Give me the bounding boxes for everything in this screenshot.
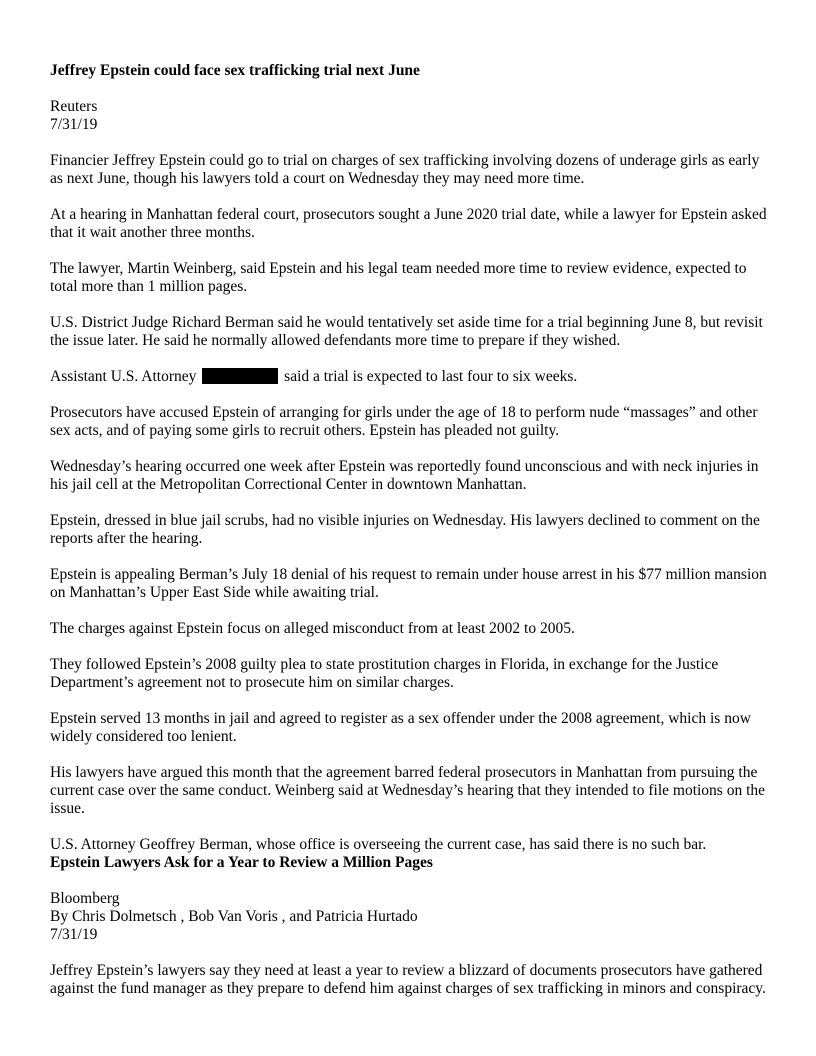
- article1-paragraph: At a hearing in Manhattan federal court, prosecutors sought a June 2020 trial date, while a lawyer for Epstein asked that it wait another three months.: [50, 206, 767, 241]
- article1-paragraph: Epstein, dressed in blue jail scrubs, had no visible injuries on Wednesday. His lawyers declined to comment on the reports after the hearing.: [50, 512, 760, 547]
- redacted-paragraph: [50, 368, 770, 386]
- article1-paragraph: Financier Jeffrey Epstein could go to trial on charges of sex trafficking involving dozens of underage girls as early as next June, though his lawyers told a court on Wednesday they may need more time.: [50, 152, 760, 187]
- article1-headline: Jeffrey Epstein could face sex trafficking trial next June: [50, 62, 420, 79]
- article2-byline: By Chris Dolmetsch , Bob Van Voris , and Patricia Hurtado: [50, 908, 418, 925]
- document-page: [50, 62, 770, 998]
- article1-source: Reuters: [50, 98, 98, 115]
- article1-paragraph: U.S. District Judge Richard Berman said he would tentatively set aside time for a trial beginning June 8, but revisit the issue later. He said he normally allowed defendants more time to prepare if they wished.: [50, 314, 763, 349]
- redacted-after-text: said a trial is expected to last four to six weeks.: [284, 368, 578, 385]
- article2-date: 7/31/19: [50, 926, 98, 943]
- article2-headline: Epstein Lawyers Ask for a Year to Review a Million Pages: [50, 854, 433, 871]
- article1-paragraph: The charges against Epstein focus on alleged misconduct from at least 2002 to 2005.: [50, 620, 575, 637]
- article1-paragraph: Wednesday’s hearing occurred one week after Epstein was reportedly found unconscious and with neck injuries in his jail cell at the Metropolitan Correctional Center in downtown Manhattan.: [50, 458, 759, 493]
- redacted-before-text: Assistant U.S. Attorney: [50, 368, 197, 385]
- article1-paragraph: Epstein is appealing Berman’s July 18 denial of his request to remain under house arrest in his $77 million mansion on Manhattan’s Upper East Side while awaiting trial.: [50, 566, 767, 601]
- article1-date: 7/31/19: [50, 116, 98, 133]
- article1-last-paragraph: U.S. Attorney Geoffrey Berman, whose office is overseeing the current case, has said there is no such bar.: [50, 836, 707, 853]
- article1-paragraph: The lawyer, Martin Weinberg, said Epstein and his legal team needed more time to review evidence, expected to total more than 1 million pages.: [50, 260, 747, 295]
- article2-source: Bloomberg: [50, 890, 120, 907]
- article1-paragraph: His lawyers have argued this month that the agreement barred federal prosecutors in Manhattan from pursuing the current case over the same conduct. Weinberg said at Wednesday’s hearing that they intended to file motions on the issue.: [50, 764, 766, 817]
- article1-paragraph: They followed Epstein’s 2008 guilty plea to state prostitution charges in Florida, in exchange for the Justice Department’s agreement not to prosecute him on similar charges.: [50, 656, 719, 691]
- redaction-box: [202, 368, 278, 384]
- article1-paragraph: Prosecutors have accused Epstein of arranging for girls under the age of 18 to perform nude “massages” and other sex acts, and of paying some girls to recruit others. Epstein has pleaded not guilty.: [50, 404, 758, 439]
- article1-paragraph: Epstein served 13 months in jail and agreed to register as a sex offender under the 2008 agreement, which is now widely considered too lenient.: [50, 710, 751, 745]
- article2-paragraph: Jeffrey Epstein’s lawyers say they need at least a year to review a blizzard of documents prosecutors have gathered against the fund manager as they prepare to defend him against charges of sex trafficking in minors and conspiracy.: [50, 962, 766, 997]
